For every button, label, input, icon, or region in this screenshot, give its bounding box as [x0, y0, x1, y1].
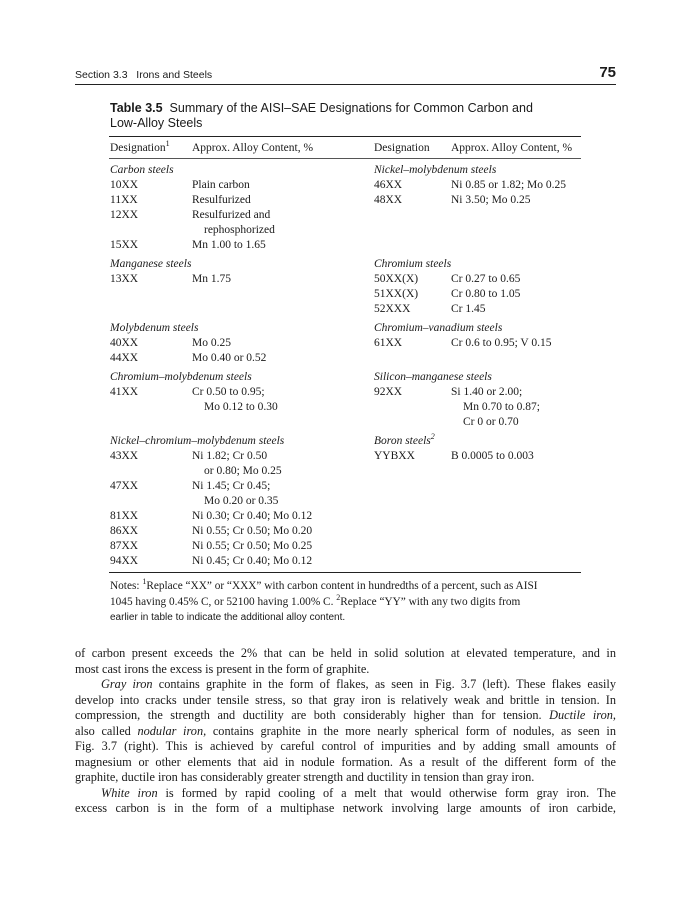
body-line: graphite, ductile iron has considerably greater strength and ductility in tension than gray iron. [75, 770, 535, 784]
table-title-line2: Low-Alloy Steels [110, 116, 203, 130]
alloy-cell: Ni 0.55; Cr 0.50; Mo 0.25 [192, 540, 313, 552]
alloy-cell: Mn 1.75 [192, 273, 231, 285]
category-manganese: Manganese steels [110, 258, 192, 270]
designation-cell: 48XX [374, 194, 403, 206]
designation-cell: 52XXX [374, 303, 411, 315]
body-line: White iron is formed by rapid cooling of a melt that would otherwise form gray iron. The [101, 785, 616, 800]
alloy-cell: Si 1.40 or 2.00; [451, 386, 523, 398]
category-silicon-manganese: Silicon–manganese steels [374, 371, 492, 383]
alloy-cell: Plain carbon [192, 179, 250, 191]
alloy-cell-cont: Cr 0 or 0.70 [463, 416, 519, 428]
designation-cell: 50XX(X) [374, 273, 419, 285]
body-line: also called nodular iron, contains graphite in the more nearly spherical form of nodules, as seen in [75, 723, 616, 738]
body-line: magnesium or other elements that aid in nodule formation. As a result of the different form of the [75, 754, 616, 769]
body-paragraphs [75, 646, 616, 817]
designation-cell: 94XX [110, 555, 139, 567]
alloy-cell: Mn 1.00 to 1.65 [192, 239, 266, 251]
designation-cell: 61XX [374, 337, 403, 349]
designation-cell: 10XX [110, 179, 139, 191]
col-header-designation-right: Designation [374, 142, 430, 154]
designation-cell: 12XX [110, 209, 139, 221]
designation-cell: 87XX [110, 540, 139, 552]
designation-cell: YYBXX [374, 450, 415, 462]
alloy-cell: Ni 1.82; Cr 0.50 [192, 450, 268, 462]
designation-cell: 86XX [110, 525, 139, 537]
designation-cell: 41XX [110, 386, 139, 398]
alloy-cell-cont: or 0.80; Mo 0.25 [204, 465, 282, 477]
notes-line-1: Notes: $^1$Replace “XX” or “XXX” with carbon content in hundredths of a percent, such as AISI [110, 577, 538, 592]
notes-line-2: 1045 having 0.45% C, or 52100 having 1.00% C. $^2$Replace “YY” with any two digits from [110, 592, 521, 608]
alloy-cell: Cr 0.50 to 0.95; [192, 386, 265, 398]
body-line: compression, the strength and ductility are both considerably higher than for tension. Ductile iron, [75, 708, 616, 722]
designation-cell: 81XX [110, 510, 139, 522]
body-line: excess carbon is in the form of a multiphase network involving large amounts of iron carbide, [75, 801, 616, 815]
alloy-cell-cont: Mo 0.20 or 0.35 [204, 495, 279, 507]
alloy-cell: Mo 0.40 or 0.52 [192, 352, 267, 364]
designation-cell: 47XX [110, 480, 139, 492]
designation-cell: 11XX [110, 194, 138, 206]
alloy-cell-cont: Mn 0.70 to 0.87; [463, 401, 540, 413]
col-header-alloy-left: Approx. Alloy Content, % [192, 142, 314, 154]
notes-line-3: earlier in table to indicate the additional alloy content. [110, 612, 346, 623]
alloy-cell: Ni 0.55; Cr 0.50; Mo 0.20 [192, 525, 313, 537]
designation-cell: 40XX [110, 337, 139, 349]
body-line: develop into cracks under tensile stress, so that gray iron is relatively weak and brittle in tension. In [75, 692, 616, 707]
page-number: 75 [599, 64, 616, 81]
alloy-cell: Ni 0.30; Cr 0.40; Mo 0.12 [192, 510, 313, 522]
category-boron: Boron steels$^2$ [374, 432, 435, 447]
table-title-line1: Summary of the AISI–SAE Designations for Common Carbon and [169, 101, 533, 115]
alloy-cell: Ni 3.50; Mo 0.25 [451, 194, 531, 206]
alloy-cell: Ni 0.45; Cr 0.40; Mo 0.12 [192, 555, 313, 567]
category-chromium-vanadium: Chromium–vanadium steels [374, 322, 503, 334]
category-nickel-molybdenum: Nickel–molybdenum steels [374, 164, 497, 176]
designation-cell: 46XX [374, 179, 403, 191]
designation-cell: 92XX [374, 386, 403, 398]
table-notes [110, 579, 584, 626]
alloy-cell: Mo 0.25 [192, 337, 231, 349]
alloy-cell: Cr 1.45 [451, 303, 486, 315]
col-header-designation-left: Designation$^1$ [110, 139, 170, 154]
alloy-cell: Ni 1.45; Cr 0.45; [192, 480, 271, 492]
alloy-cell: Cr 0.6 to 0.95; V 0.15 [451, 337, 552, 349]
body-line: Gray iron contains graphite in the form of flakes, as seen in Fig. 3.7 (left). These flakes easily [101, 677, 616, 691]
category-carbon: Carbon steels [110, 164, 174, 176]
body-line: most cast irons the excess is present in the form of graphite. [75, 661, 370, 676]
alloy-cell: Cr 0.80 to 1.05 [451, 288, 521, 300]
alloy-cell: Resulfurized and [192, 209, 271, 221]
designation-cell: 43XX [110, 450, 139, 462]
category-molybdenum: Molybdenum steels [110, 322, 199, 334]
alloy-cell-cont: Mo 0.12 to 0.30 [204, 401, 278, 413]
designation-cell: 13XX [110, 273, 139, 285]
category-chromium-molybdenum: Chromium–molybdenum steels [110, 371, 252, 383]
category-nickel-chromium-molybdenum: Nickel–chromium–molybdenum steels [110, 435, 285, 447]
alloy-cell: B 0.0005 to 0.003 [451, 450, 534, 462]
alloy-cell: Resulfurized [192, 194, 251, 206]
table-label: Table 3.5 [110, 101, 163, 115]
designation-cell: 51XX(X) [374, 288, 419, 300]
alloy-cell-cont: rephosphorized [204, 224, 275, 236]
alloy-cell: Ni 0.85 or 1.82; Mo 0.25 [451, 179, 566, 191]
body-line: of carbon present exceeds the 2% that can be held in solid solution at elevated temperature, and in [75, 646, 616, 660]
alloy-cell: Cr 0.27 to 0.65 [451, 273, 521, 285]
designation-cell: 15XX [110, 239, 139, 251]
category-chromium: Chromium steels [374, 258, 452, 270]
body-line: Fig. 3.7 (right). This is achieved by careful control of impurities and by adding small amounts of [75, 739, 616, 753]
section-title: Section 3.3 Irons and Steels [75, 69, 213, 81]
col-header-alloy-right: Approx. Alloy Content, % [451, 142, 573, 154]
designation-cell: 44XX [110, 352, 139, 364]
